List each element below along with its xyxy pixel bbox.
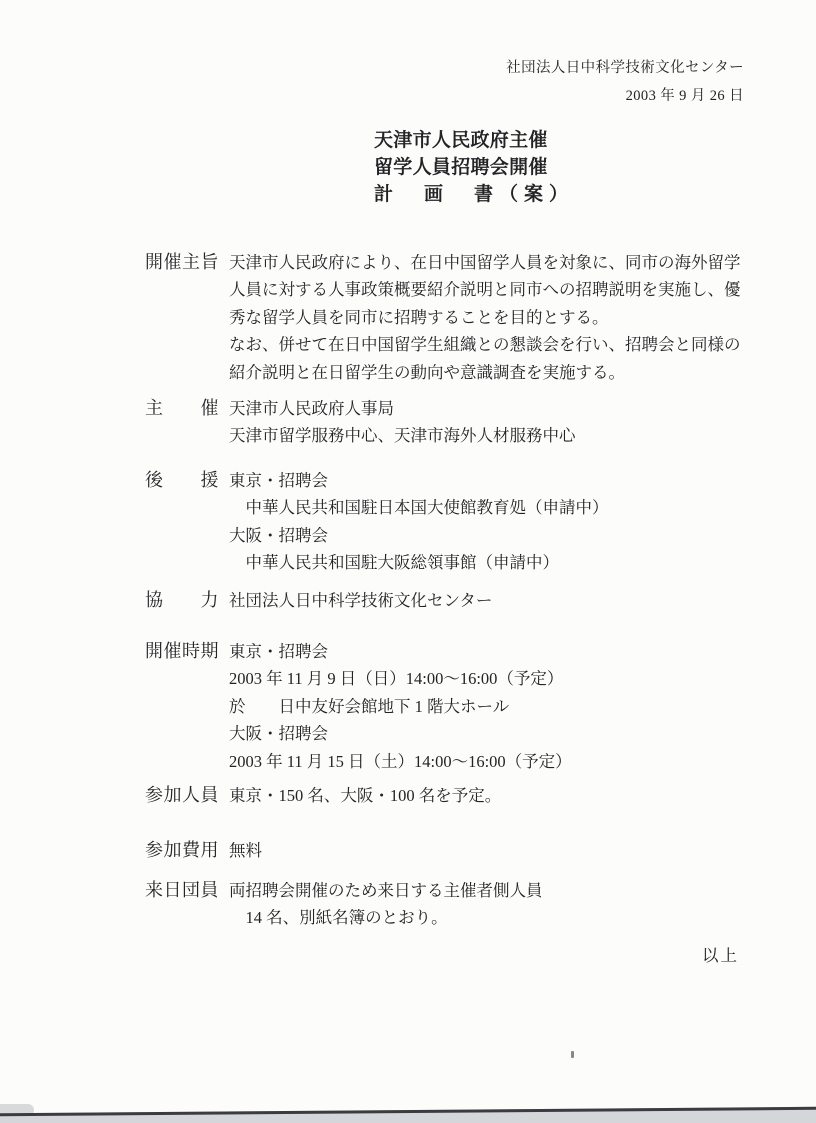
section-body: [229, 837, 262, 864]
section-line: 中華人民共和国駐日本国大使館教育処（申請中）: [229, 498, 609, 518]
title-line-1: 天津市人民政府主催: [374, 130, 548, 151]
section-line: 中華人民共和国駐大阪総領事館（申請中）: [229, 553, 559, 573]
section-line: 大阪・招聘会: [229, 525, 328, 545]
section-line: 東京・招聘会: [229, 471, 328, 490]
section-line: 大阪・招聘会: [229, 724, 328, 744]
section-line: 天津市人民政府人事局: [229, 399, 394, 418]
section-body: [229, 638, 572, 775]
section-body: [229, 395, 576, 450]
section-line: 両招聘会開催のため来日する主催者側人員: [229, 881, 543, 900]
document-header: [506, 54, 744, 110]
section-line: 社団法人日中科学技術文化センター: [229, 591, 493, 610]
section-line: 秀な留学人員を同市に招聘することを目的とする。: [229, 307, 609, 327]
section-body: [229, 249, 741, 386]
section-line: 人員に対する人事政策概要紹介説明と同市への招聘説明を実施し、優: [229, 280, 741, 300]
title-line-2: 留学人員招聘会開催: [374, 156, 548, 178]
section-body: [229, 782, 501, 809]
scan-artifact-bottom-edge: [0, 1107, 816, 1123]
section-line: 於 日中友好会館地下 1 階大ホール: [229, 696, 510, 716]
section-line: 東京・150 名、大阪・100 名を予定。: [229, 786, 502, 805]
section-label: 参加費用: [145, 840, 219, 860]
section-line: なお、併せて在日中国留学生組織との懇談会を行い、招聘会と同様の: [229, 335, 741, 355]
section-label: 主 催: [145, 398, 219, 418]
section-line: 紹介説明と在日留学生の動向や意識調査を実施する。: [229, 362, 625, 382]
header-date: 2003 年 9 月 26 日: [625, 88, 744, 104]
section-body: [229, 587, 492, 614]
section-line: 無料: [229, 841, 262, 860]
section-line: 天津市留学服務中心、天津市海外人材服務中心: [229, 426, 576, 446]
section-body: [229, 877, 543, 932]
closing-ijou: 以上: [702, 946, 739, 965]
section-line: 天津市人民政府により、在日中国留学人員を対象に、同市の海外留学: [229, 253, 741, 272]
title-line-3: 計 画 書（案）: [374, 183, 575, 205]
section-line: 14 名、別紙名簿のとおり。: [229, 908, 448, 928]
section-line: 東京・招聘会: [229, 642, 328, 661]
section-label: 参加人員: [145, 785, 219, 805]
section-body: [229, 467, 609, 577]
document-title: [374, 128, 574, 208]
scan-artifact-speck: [571, 1051, 574, 1058]
section-label: 開催主旨: [145, 252, 219, 272]
section-label: 後 援: [145, 470, 219, 490]
header-organization: 社団法人日中科学技術文化センター: [506, 60, 744, 76]
section-line: 2003 年 11 月 9 日（日）14:00～16:00（予定）: [229, 669, 564, 689]
section-label: 協 力: [145, 590, 219, 610]
section-label: 来日団員: [145, 880, 219, 900]
section-line: 2003 年 11 月 15 日（土）14:00～16:00（予定）: [229, 751, 572, 771]
section-label: 開催時期: [145, 641, 219, 661]
